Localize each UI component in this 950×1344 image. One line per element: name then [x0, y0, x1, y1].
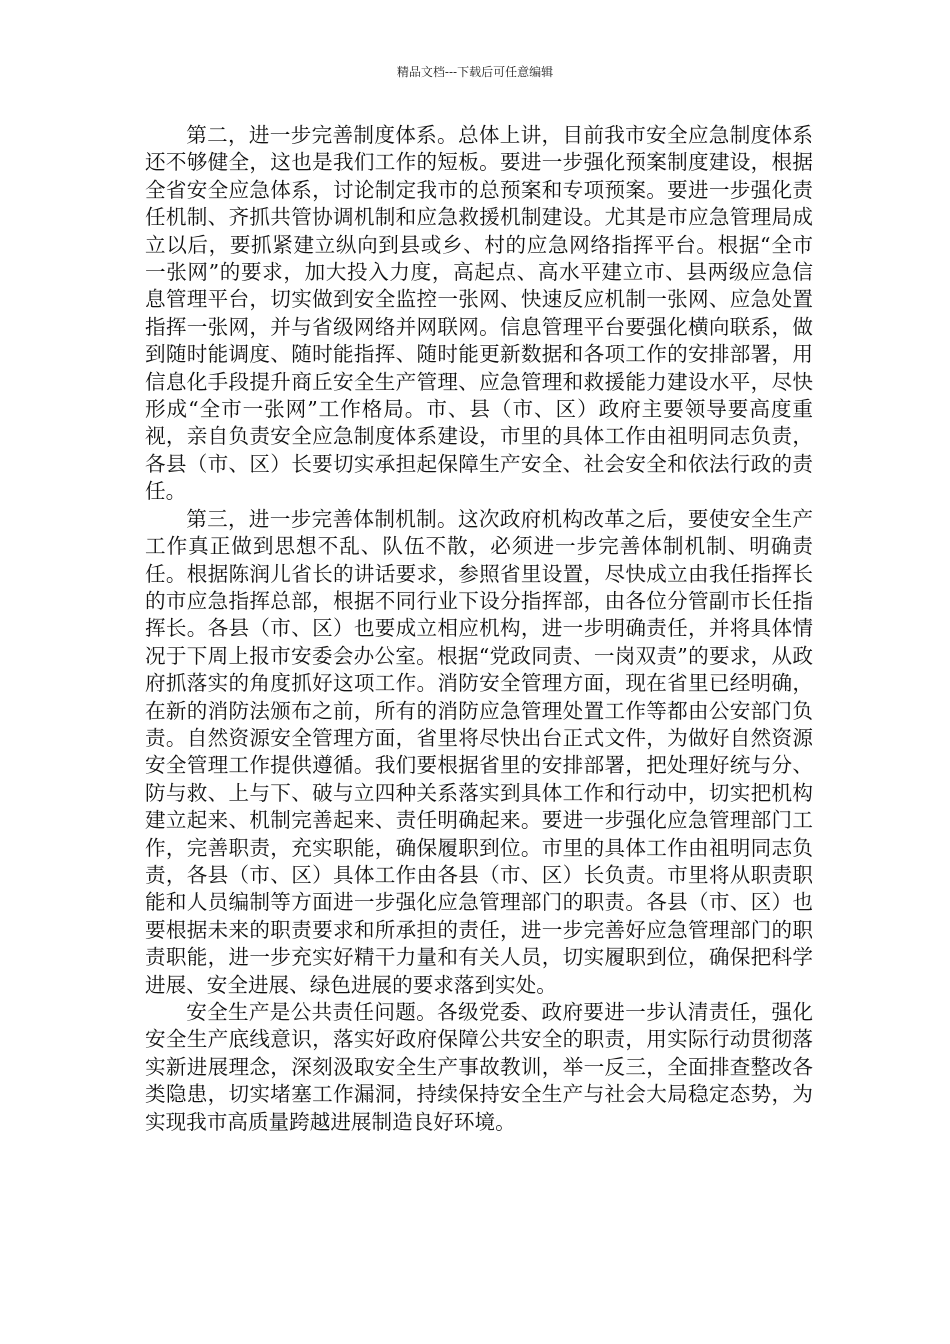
paragraph-conclusion: 安全生产是公共责任问题。各级党委、政府要进一步认清责任，强化安全生产底线意识，落实好政府保障公共安全的职责，用实际行动贯彻落实新进展理念，深刻汲取安全生产事故教训，举一反三，全面排查整改各类隐患，切实堵塞工作漏洞，持续保持安全生产与社会大局稳定态势，为实现我市高质量跨越进展制造良好环境。 — [145, 1000, 813, 1134]
page-header: 精品文档---下载后可任意编辑 — [396, 65, 554, 79]
paragraph-mechanism: 第三，进一步完善体制机制。这次政府机构改革之后，要使安全生产工作真正做到思想不乱、队伍不散，必须进一步完善体制机制、明确责任。根据陈润儿省长的讲话要求，参照省里设置，尽快成立由我任指挥长的市应急指挥总部，根据不同行业下设分指挥部，由各位分管副市长任指挥长。各县（市、区）也要成立相应机构，进一步明确责任，并将具体情况于下周上报市安委会办公室。根据“党政同责、一岗双责”的要求，从政府抓落实的角度抓好这项工作。消防安全管理方面，现在省里已经明确，在新的消防法颁布之前，所有的消防应急管理处置工作等都由公安部门负责。自然资源安全管理方面，省里将尽快出台正式文件，为做好自然资源安全管理工作提供遵循。我们要根据省里的安排部署，把处理好统与分、防与救、上与下、破与立四种关系落实到具体工作和行动中，切实把机构建立起来、机制完善起来、责任明确起来。要进一步强化应急管理部门工作，完善职责，充实职能，确保履职到位。市里的具体工作由祖明同志负责，各县（市、区）具体工作由各县（市、区）长负责。市里将从职责职能和人员编制等方面进一步强化应急管理部门的职责。各县（市、区）也要根据未来的职责要求和所承担的责任，进一步完善好应急管理部门的职责职能，进一步充实好精干力量和有关人员，切实履职到位，确保把科学进展、安全进展、绿色进展的要求落到实处。 — [145, 506, 813, 997]
paragraph-system: 第二，进一步完善制度体系。总体上讲，目前我市安全应急制度体系还不够健全，这也是我们工作的短板。要进一步强化预案制度建设，根据全省安全应急体系，讨论制定我市的总预案和专项预案。要进一步强化责任机制、齐抓共管协调机制和应急救援机制建设。尤其是市应急管理局成立以后，要抓紧建立纵向到县或乡、村的应急网络指挥平台。根据“全市一张网”的要求，加大投入力度，高起点、高水平建立市、县两级应急信息管理平台，切实做到安全监控一张网、快速反应机制一张网、应急处置指挥一张网，并与省级网络并网联网。信息管理平台要强化横向联系，做到随时能调度、随时能指挥、随时能更新数据和各项工作的安排部署，用信息化手段提升商丘安全生产管理、应急管理和救援能力建设水平，尽快形成“全市一张网”工作格局。市、县（市、区）政府主要领导要高度重视，亲自负责安全应急制度体系建设，市里的具体工作由祖明同志负责，各县（市、区）长要切实承担起保障生产安全、社会安全和依法行政的责任。 — [145, 123, 813, 504]
document-body — [145, 122, 813, 1136]
